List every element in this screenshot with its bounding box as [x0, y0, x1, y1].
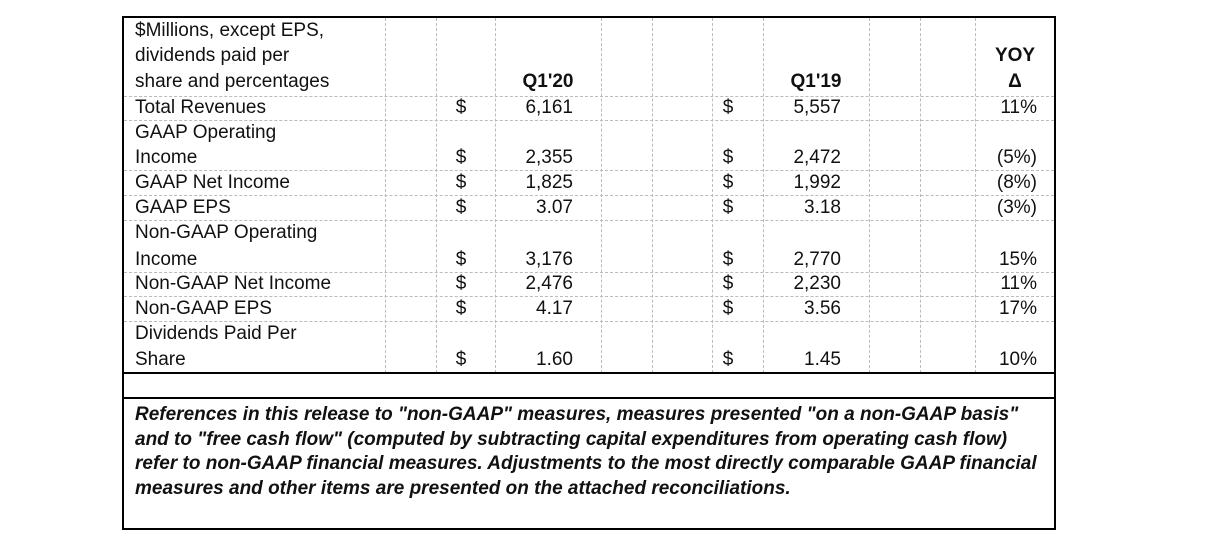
row-label: Non-GAAP Net Income — [135, 273, 332, 294]
currency-symbol: $ — [722, 172, 734, 193]
value-q1-20: 4.17 — [536, 298, 573, 319]
header-label: share and percentages — [135, 71, 330, 92]
row-label: Non-GAAP Operating — [135, 222, 318, 243]
row-label: Total Revenues — [135, 97, 266, 118]
currency-symbol: $ — [455, 349, 467, 370]
value-q1-20: 1,825 — [525, 172, 573, 193]
value-q1-19: 1,992 — [793, 172, 841, 193]
value-q1-19: 2,472 — [793, 147, 841, 168]
value-yoy-change: (3%) — [996, 197, 1037, 218]
currency-symbol: $ — [722, 298, 734, 319]
currency-symbol: $ — [455, 147, 467, 168]
value-q1-20: 3,176 — [525, 249, 573, 270]
currency-symbol: $ — [455, 172, 467, 193]
value-yoy-change: 11% — [1000, 97, 1037, 118]
row-label: GAAP Net Income — [135, 172, 290, 193]
header-label: $Millions, except EPS, — [135, 20, 325, 41]
table-divider — [124, 372, 1054, 374]
currency-symbol: $ — [722, 97, 734, 118]
currency-symbol: $ — [455, 97, 467, 118]
value-yoy-change: 15% — [998, 249, 1037, 270]
value-q1-19: 2,770 — [793, 249, 841, 270]
value-q1-20: 3.07 — [536, 197, 573, 218]
currency-symbol: $ — [455, 197, 467, 218]
row-label: Income — [135, 249, 198, 270]
currency-symbol: $ — [722, 349, 734, 370]
row-label: GAAP EPS — [135, 197, 231, 218]
value-yoy-change: (5%) — [996, 147, 1037, 168]
value-q1-20: 2,476 — [525, 273, 573, 294]
row-label: Dividends Paid Per — [135, 323, 297, 344]
row-label: GAAP Operating — [135, 122, 277, 143]
value-q1-20: 1.60 — [536, 349, 573, 370]
column-header-yoy: YOY — [994, 45, 1036, 66]
value-q1-19: 3.18 — [804, 197, 841, 218]
grid-line — [124, 195, 1054, 196]
value-q1-19: 5,557 — [793, 97, 841, 118]
header-label: dividends paid per — [135, 45, 290, 66]
value-q1-19: 3.56 — [804, 298, 841, 319]
currency-symbol: $ — [722, 147, 734, 168]
value-q1-19: 2,230 — [793, 273, 841, 294]
column-header-delta: Δ — [1008, 71, 1022, 92]
column-header-q1-19: Q1'19 — [790, 71, 842, 92]
table-divider — [124, 397, 1054, 399]
value-q1-20: 6,161 — [525, 97, 573, 118]
footnote: References in this release to "non-GAAP" measures, measures presented "on a non-GAAP basis" and to "free cash flow" (computed by subtracting capital expenditures from operating cash flow) refer to non-GAAP financial measures. Adjustments to the most directly comparable GAAP financial measures and other items are presented on the attached reconciliations. — [135, 404, 1037, 499]
row-label: Share — [135, 349, 186, 370]
column-header-q1-20: Q1'20 — [522, 71, 574, 92]
value-yoy-change: 10% — [998, 349, 1037, 370]
currency-symbol: $ — [455, 249, 467, 270]
currency-symbol: $ — [722, 249, 734, 270]
value-yoy-change: 17% — [998, 298, 1037, 319]
row-label: Non-GAAP EPS — [135, 298, 272, 319]
value-yoy-change: 11% — [1000, 273, 1037, 294]
currency-symbol: $ — [722, 273, 734, 294]
currency-symbol: $ — [722, 197, 734, 218]
row-label: Income — [135, 147, 198, 168]
currency-symbol: $ — [455, 273, 467, 294]
value-q1-20: 2,355 — [525, 147, 573, 168]
value-yoy-change: (8%) — [996, 172, 1037, 193]
currency-symbol: $ — [455, 298, 467, 319]
value-q1-19: 1.45 — [804, 349, 841, 370]
